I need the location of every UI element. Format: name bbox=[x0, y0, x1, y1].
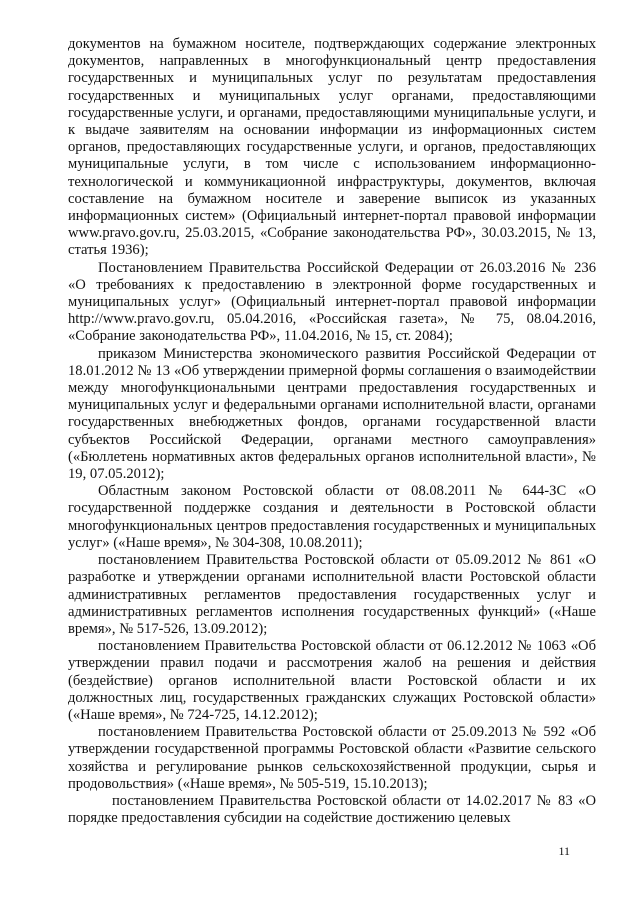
paragraph-decree-83: постановлением Правительства Ростовской области от 14.02.2017 № 83 «О порядке предоставления субсидии на содействие достижению целевых bbox=[68, 792, 596, 827]
paragraph-continuation: документов на бумажном носителе, подтверждающих содержание электронных документов, направленных в многофункциональный центр предоставления государственных и муниципальных услуг по результатам предоставления государственных и муниципальных услуг органами, предоставляющими государственные услуги, и органами, предоставляющими муниципальные услуги, и к выдаче заявителям на основании информации из информационных систем органов, предоставляющих государственные услуги, и органов, предоставляющих муниципальные услуги, в том числе с использованием информационно-технологической и коммуникационной инфраструктуры, документов, включая составление на бумажном носителе и заверение выписок из указанных информационных систем» (Официальный интернет-портал правовой информации www.pravo.gov.ru, 25.03.2015, «Собрание законодательства РФ», 30.03.2015, № 13, статья 1936); bbox=[68, 36, 596, 259]
paragraph-decree-236: Постановлением Правительства Российской Федерации от 26.03.2016 № 236 «О требованиях к предоставлению в электронной форме государственных и муниципальных услуг» (Официальный интернет-портал правовой информации http://www.pravo.gov.ru, 05.04.2016, «Российская газета», № 75, 08.04.2016, «Собрание законодательства РФ», 11.04.2016, № 15, ст. 2084); bbox=[68, 259, 596, 345]
paragraph-decree-592: постановлением Правительства Ростовской области от 25.09.2013 № 592 «Об утверждении государственной программы Ростовской области «Развитие сельского хозяйства и регулирование рынков сельскохозяйственной продукции, сырья и продовольствия» («Наше время», № 505-519, 15.10.2013); bbox=[68, 724, 596, 792]
paragraph-decree-1063: постановлением Правительства Ростовской области от 06.12.2012 № 1063 «Об утверждении правил подачи и рассмотрения жалоб на решения и действия (бездействие) органов исполнительной власти Ростовской области и их должностных лиц, государственных гражданских служащих Ростовской области» («Наше время», № 724-725, 14.12.2012); bbox=[68, 638, 596, 723]
paragraph-decree-861: постановлением Правительства Ростовской области от 05.09.2012 № 861 «О разработке и утверждении органами исполнительной власти Ростовской области административных регламентов предоставления государственных услуг и административных регламентов исполнения государственных функций» («Наше время», № 517-526, 13.09.2012); bbox=[68, 552, 596, 637]
paragraph-order-13: приказом Министерства экономического развития Российской Федерации от 18.01.2012 № 13 «Об утверждении примерной формы соглашения о взаимодействии между многофункциональными центрами предоставления государственных и муниципальных услуг и федеральными органами исполнительной власти, органами государственных внебюджетных фондов, органами государственной власти субъектов Российской Федерации, органами местного самоуправления» («Бюллетень нормативных актов федеральных органов исполнительной власти», № 19, 07.05.2012); bbox=[68, 345, 596, 483]
paragraph-law-644: Областным законом Ростовской области от 08.08.2011 № 644-ЗС «О государственной поддержке создания и деятельности в Ростовской области многофункциональных центров предоставления государственных и муниципальных услуг» («Наше время», № 304-308, 10.08.2011); bbox=[68, 483, 596, 551]
document-body bbox=[68, 36, 596, 827]
page-number: 11 bbox=[558, 844, 570, 858]
